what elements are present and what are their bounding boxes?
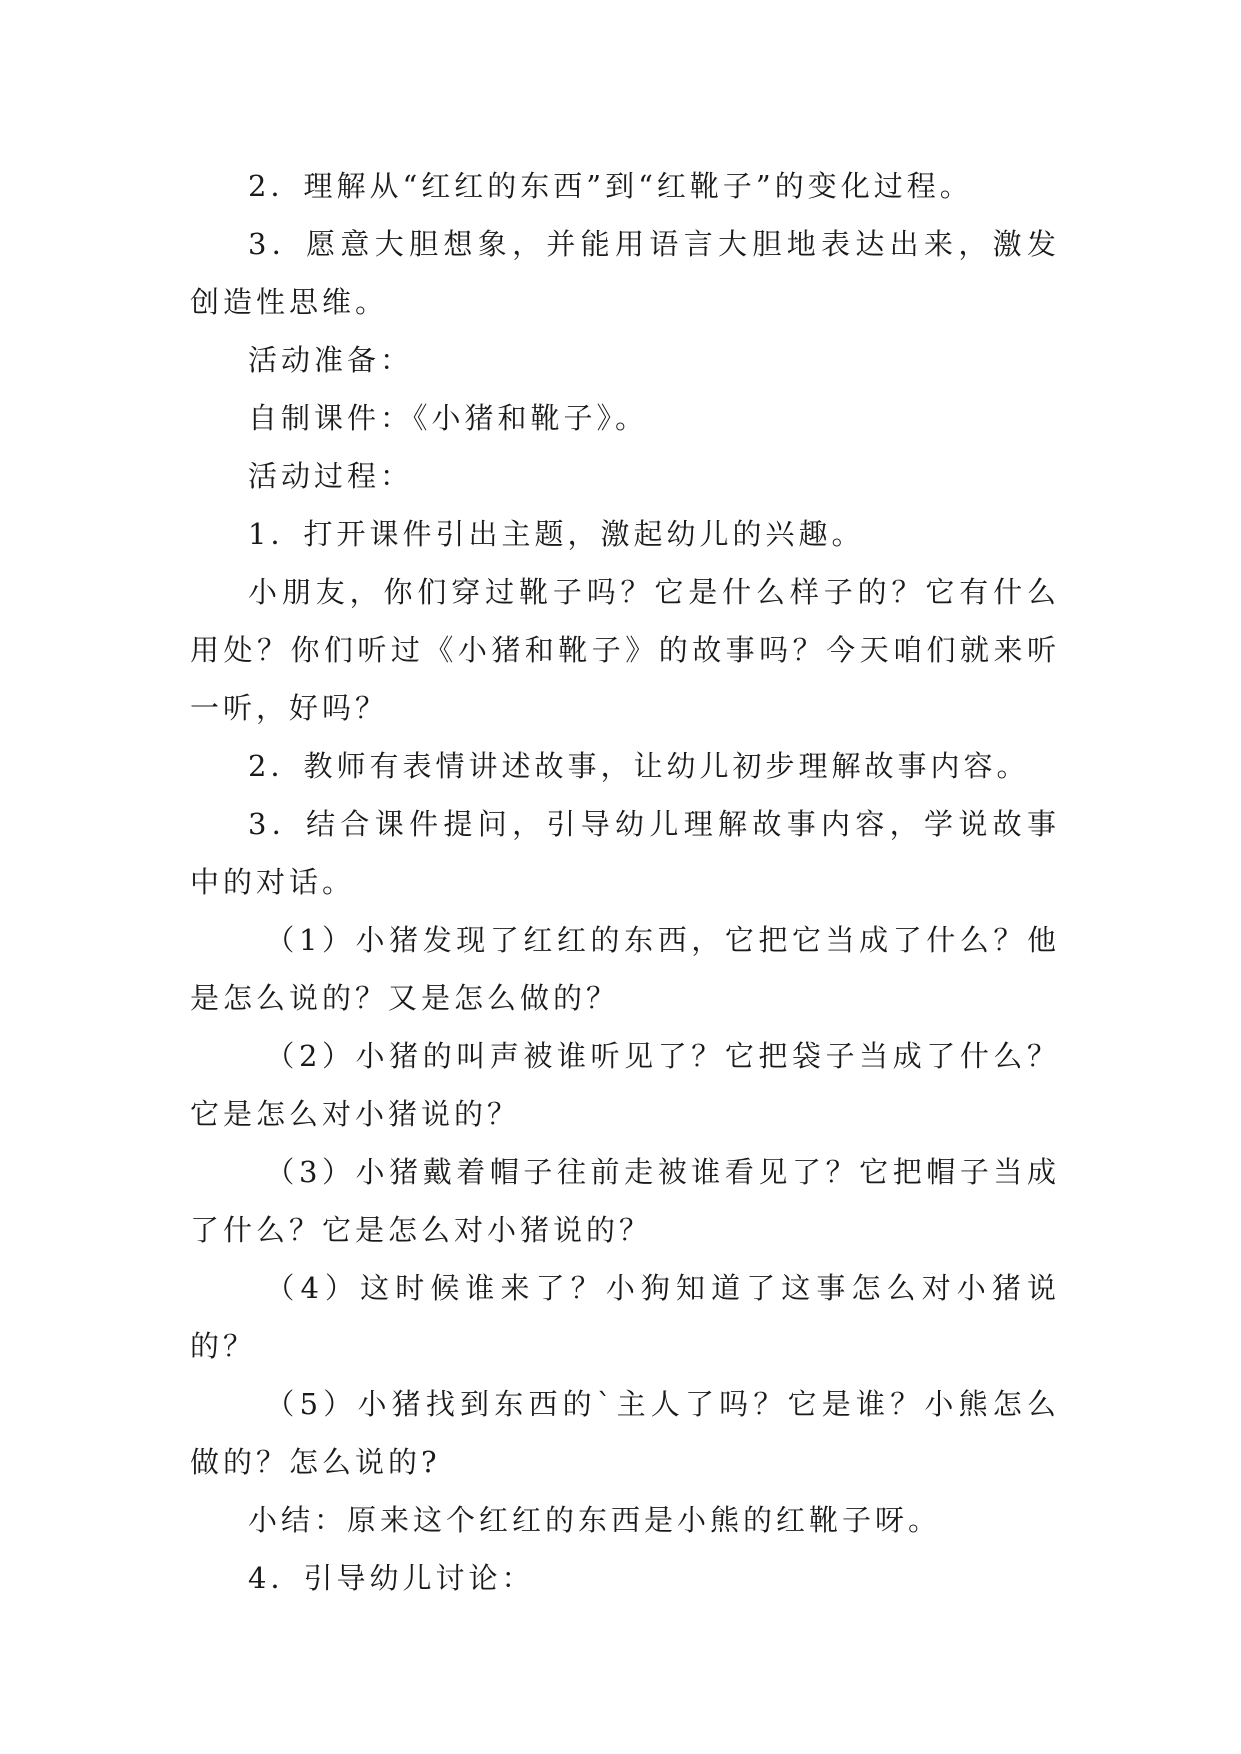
paragraph-question-5: （5）小猪找到东西的`主人了吗？它是谁？小熊怎么做的？怎么说的? [190,1387,1060,1479]
paragraph-question-1: （1）小猪发现了红红的东西，它把它当成了什么？他是怎么说的？又是怎么做的？ [190,923,1060,1015]
paragraph-step-4: 4．引导幼儿讨论： [248,1561,535,1595]
document-body [190,157,1060,1607]
paragraph-step-1: 1．打开课件引出主题，激起幼儿的兴趣。 [248,517,865,551]
paragraph-courseware: 自制课件：《小猪和靴子》。 [248,401,649,435]
paragraph-question-4: （4）这时候谁来了？小狗知道了这事怎么对小猪说的？ [190,1271,1060,1363]
paragraph-objective-2: 2．理解从“红红的东西”到“红靴子”的变化过程。 [248,169,973,203]
heading-activity-preparation: 活动准备： [248,343,414,377]
paragraph-question-3: （3）小猪戴着帽子往前走被谁看见了？它把帽子当成了什么？它是怎么对小猪说的？ [190,1155,1060,1247]
paragraph-step-2: 2．教师有表情讲述故事，让幼儿初步理解故事内容。 [248,749,1030,783]
paragraph-objective-3: 3．愿意大胆想象，并能用语言大胆地表达出来，激发创造性思维。 [190,227,1060,319]
heading-activity-process: 活动过程： [248,459,414,493]
paragraph-question-2: （2）小猪的叫声被谁听见了？它把袋子当成了什么？它是怎么对小猪说的？ [190,1039,1060,1131]
paragraph-intro-questions: 小朋友，你们穿过靴子吗？它是什么样子的？它有什么用处？你们听过《小猪和靴子》的故事吗？今天咱们就来听一听，好吗？ [190,575,1060,725]
paragraph-step-3: 3．结合课件提问，引导幼儿理解故事内容，学说故事中的对话。 [190,807,1060,899]
paragraph-summary: 小结：原来这个红红的东西是小熊的红靴子呀。 [248,1503,942,1537]
